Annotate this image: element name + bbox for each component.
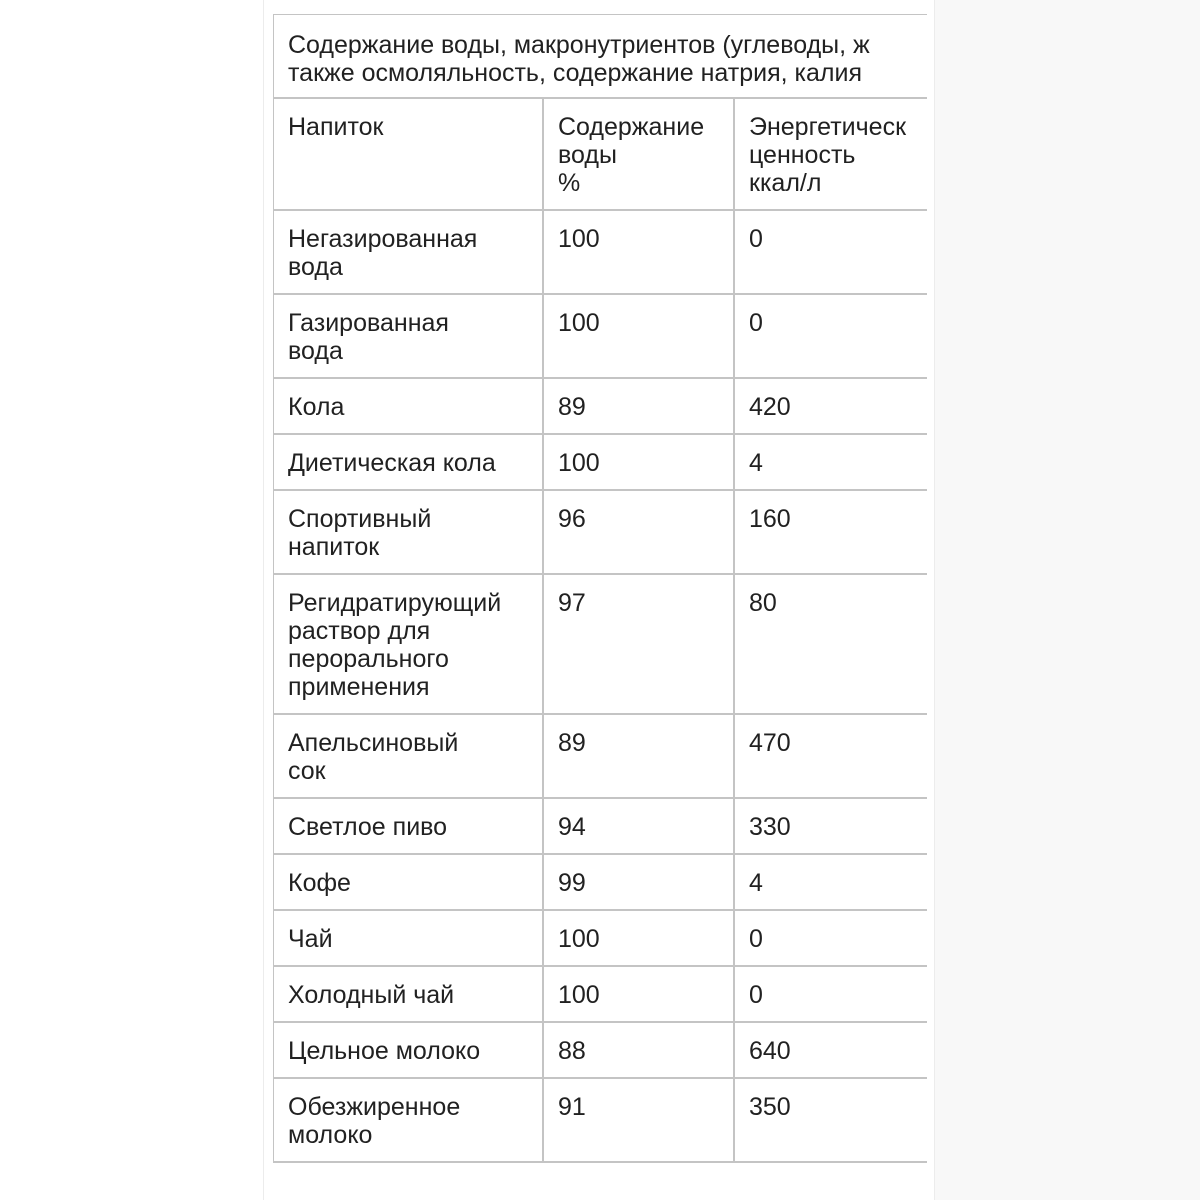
table-grid — [274, 99, 927, 1163]
cell-drink — [274, 855, 544, 909]
cell-drink-line: Холодный чай — [288, 981, 455, 1009]
header-energy — [735, 99, 927, 209]
cell-drink-line: Апельсиновый — [288, 729, 459, 757]
cell-water: 97 — [544, 575, 735, 713]
header-energy-line: Энергетическ — [749, 113, 907, 141]
table-row — [274, 1079, 927, 1163]
header-water-line: % — [558, 169, 581, 197]
table-row — [274, 855, 927, 911]
cell-drink-line: Обезжиренное — [288, 1093, 461, 1121]
cell-water: 100 — [544, 435, 735, 489]
table-row — [274, 491, 927, 575]
left-margin — [0, 0, 263, 1200]
cell-drink-line: перорального — [288, 645, 449, 673]
cell-drink — [274, 715, 544, 797]
cell-water: 100 — [544, 911, 735, 965]
cell-drink-line: напиток — [288, 533, 380, 561]
beverage-table — [273, 14, 927, 1163]
cell-water: 89 — [544, 379, 735, 433]
cell-water: 100 — [544, 211, 735, 293]
header-drink-line: Напиток — [288, 113, 384, 141]
cell-drink-line: Цельное молоко — [288, 1037, 481, 1065]
cell-water: 91 — [544, 1079, 735, 1161]
right-margin — [934, 0, 1200, 1200]
cell-drink-line: Чай — [288, 925, 333, 953]
cell-drink — [274, 379, 544, 433]
cell-energy: 350 — [749, 1093, 791, 1121]
cell-energy: 0 — [749, 309, 763, 337]
cell-drink — [274, 491, 544, 573]
table-body — [274, 211, 927, 1163]
table-header-row — [274, 99, 927, 211]
header-energy-line: ценность — [749, 141, 856, 169]
cell-drink-line: сок — [288, 757, 326, 785]
cell-drink-line: Регидратирующий — [288, 589, 502, 617]
cell-energy: 4 — [749, 869, 763, 897]
cell-water: 94 — [544, 799, 735, 853]
cell-water: 100 — [544, 295, 735, 377]
table-row — [274, 1023, 927, 1079]
cell-drink — [274, 799, 544, 853]
cell-drink-line: применения — [288, 673, 430, 701]
cell-energy: 0 — [749, 981, 763, 1009]
cell-energy: 0 — [749, 225, 763, 253]
cell-drink-line: Негазированная — [288, 225, 478, 253]
cell-drink — [274, 211, 544, 293]
table-row — [274, 295, 927, 379]
caption-line-2: также осмоляльность, содержание натрия, калия — [288, 59, 863, 87]
cell-energy: 4 — [749, 449, 763, 477]
header-energy-line: ккал/л — [749, 169, 822, 197]
header-water — [544, 99, 735, 209]
table-row — [274, 435, 927, 491]
table-row — [274, 715, 927, 799]
header-water-line: воды — [558, 141, 617, 169]
cell-drink — [274, 967, 544, 1021]
table-row — [274, 211, 927, 295]
table-row — [274, 967, 927, 1023]
header-water-line: Содержание — [558, 113, 705, 141]
cell-drink-line: вода — [288, 253, 343, 281]
cell-drink — [274, 1079, 544, 1161]
cell-water: 100 — [544, 967, 735, 1021]
cell-energy: 470 — [749, 729, 791, 757]
cell-energy: 160 — [749, 505, 791, 533]
cell-water: 99 — [544, 855, 735, 909]
caption-line-1: Содержание воды, макронутриентов (углеводы, ж — [288, 31, 870, 59]
cell-drink-line: вода — [288, 337, 343, 365]
cell-drink-line: Диетическая кола — [288, 449, 496, 477]
cell-drink-line: молоко — [288, 1121, 373, 1149]
cell-water: 89 — [544, 715, 735, 797]
cell-drink-line: раствор для — [288, 617, 431, 645]
cell-water: 96 — [544, 491, 735, 573]
table-row — [274, 799, 927, 855]
cell-drink-line: Кола — [288, 393, 345, 421]
table-row — [274, 911, 927, 967]
cell-energy: 80 — [749, 589, 777, 617]
table-scroll-container[interactable] — [264, 14, 927, 1200]
header-drink — [274, 99, 544, 209]
cell-energy: 0 — [749, 925, 763, 953]
cell-drink — [274, 1023, 544, 1077]
cell-drink — [274, 575, 544, 713]
cell-energy: 640 — [749, 1037, 791, 1065]
cell-drink-line: Газированная — [288, 309, 449, 337]
right-divider — [934, 0, 935, 1200]
table-row — [274, 575, 927, 715]
cell-energy: 330 — [749, 813, 791, 841]
table-caption — [274, 15, 927, 99]
cell-drink-line: Кофе — [288, 869, 351, 897]
cell-water: 88 — [544, 1023, 735, 1077]
cell-drink-line: Светлое пиво — [288, 813, 448, 841]
cell-drink-line: Спортивный — [288, 505, 432, 533]
cell-drink — [274, 295, 544, 377]
cell-drink — [274, 911, 544, 965]
cell-drink — [274, 435, 544, 489]
cell-energy: 420 — [749, 393, 791, 421]
table-row — [274, 379, 927, 435]
